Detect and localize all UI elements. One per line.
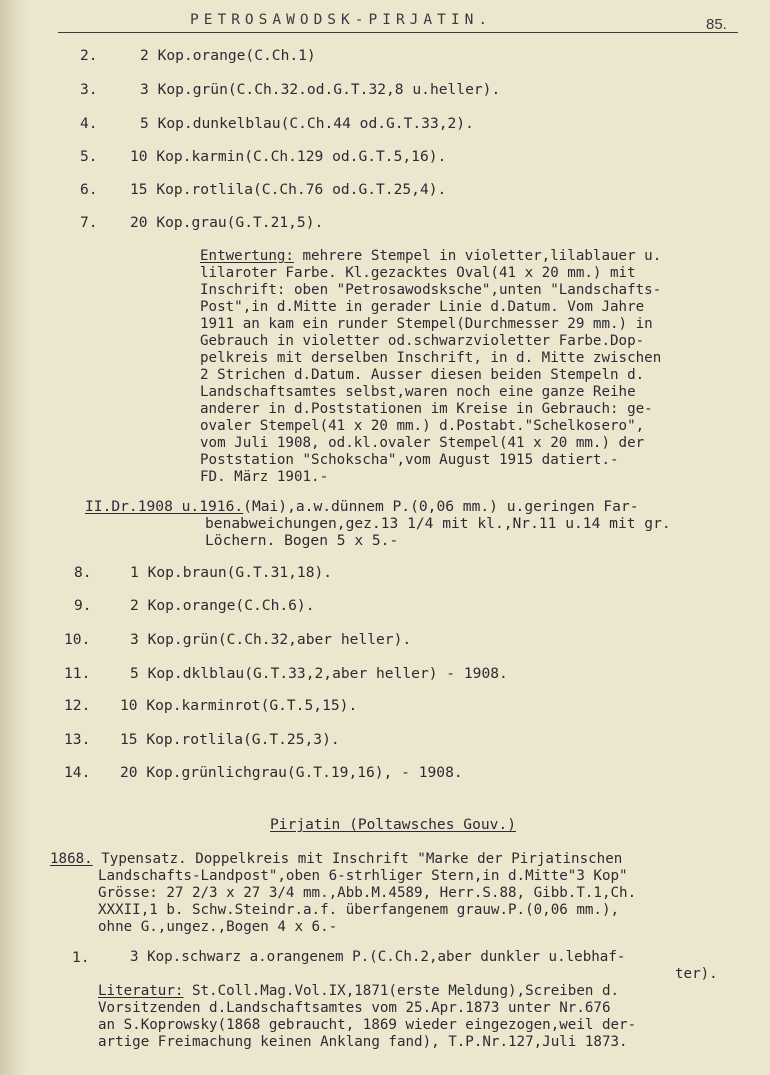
stamp-entry: 15 Kop.rotlila(G.T.25,3). bbox=[120, 731, 340, 748]
stamp-entry: 10 Kop.karminrot(G.T.5,15). bbox=[120, 697, 358, 714]
second-issue-label: II.Dr.1908 u.1916. bbox=[85, 498, 244, 515]
entwertung-line: Landschaftsamtes selbst,waren noch eine ganze Reihe bbox=[200, 384, 636, 400]
pirjatin-desc-line: Grösse: 27 2/3 x 27 3/4 mm.,Abb.M.4589, Herr.S.88, Gibb.T.1,Ch. bbox=[98, 885, 637, 901]
stamp-entry: 3 Kop.schwarz a.orangenem P.(C.Ch.2,aber dunkler u.lebhaf- bbox=[130, 949, 626, 965]
stamp-entry: 10 Kop.karmin(C.Ch.129 od.G.T.5,16). bbox=[130, 148, 447, 165]
stamp-entry: 5 Kop.dklblau(G.T.33,2,aber heller) - 1908. bbox=[130, 665, 508, 682]
page-edge-shadow bbox=[0, 0, 28, 1075]
stamp-number: 13. bbox=[64, 731, 91, 748]
stamp-number: 2. bbox=[80, 47, 98, 64]
running-head: PETROSAWODSK-PIRJATIN. bbox=[190, 12, 493, 28]
pirjatin-year-line bbox=[50, 851, 622, 868]
stamp-number: 6. bbox=[80, 181, 98, 198]
stamp-number: 9. bbox=[74, 597, 92, 614]
literatur-line: an S.Koprowsky(1868 gebraucht, 1869 wieder eingezogen,weil der- bbox=[98, 1017, 637, 1033]
entwertung-line: Gebrauch in violetter od.schwarzvioletter Farbe.Dop- bbox=[200, 333, 645, 349]
stamp-number: 5. bbox=[80, 148, 98, 165]
stamp-number: 12. bbox=[64, 697, 91, 714]
pirjatin-desc-line: Landschafts-Landpost",oben 6-strhliger Stern,in d.Mitte"3 Kop" bbox=[98, 868, 628, 884]
stamp-number: 11. bbox=[64, 665, 91, 682]
stamp-entry: 3 Kop.grün(C.Ch.32,aber heller). bbox=[130, 631, 412, 648]
section-heading-pirjatin: Pirjatin (Poltawsches Gouv.) bbox=[270, 816, 517, 833]
entwertung-line: vom Juli 1908, od.kl.ovaler Stempel(41 x 20 mm.) der bbox=[200, 435, 645, 451]
stamp-entry: 1 Kop.braun(G.T.31,18). bbox=[130, 564, 333, 581]
stamp-entry: 2 Kop.orange(C.Ch.6). bbox=[130, 597, 315, 614]
literatur-line: artige Freimachung keinen Anklang fand), T.P.Nr.127,Juli 1873. bbox=[98, 1034, 628, 1050]
stamp-entry-continuation: ter). bbox=[675, 966, 718, 982]
second-issue-line: Löchern. Bogen 5 x 5.- bbox=[205, 532, 399, 549]
entwertung-line: lilaroter Farbe. Kl.gezacktes Oval(41 x 20 mm.) mit bbox=[200, 265, 636, 281]
header-rule bbox=[58, 32, 738, 33]
entwertung-line: anderer in d.Poststationen im Kreise in Gebrauch: ge- bbox=[200, 401, 653, 417]
literatur-first-text: St.Coll.Mag.Vol.IX,1871(erste Meldung),Screiben d. bbox=[183, 983, 620, 999]
entwertung-first-text: mehrere Stempel in violetter,lilablauer u. bbox=[293, 248, 662, 264]
stamp-entry: 3 Kop.grün(C.Ch.32.od.G.T.32,8 u.heller). bbox=[140, 81, 501, 98]
stamp-number: 10. bbox=[64, 631, 91, 648]
literatur-label: Literatur: bbox=[98, 983, 184, 999]
second-issue-first-line bbox=[85, 498, 639, 515]
entwertung-line: FD. März 1901.- bbox=[200, 469, 329, 485]
pirjatin-year-label: 1868. bbox=[50, 851, 93, 867]
pirjatin-year-text: Typensatz. Doppelkreis mit Inschrift "Marke der Pirjatinschen bbox=[92, 851, 623, 867]
second-issue-first-text: (Mai),a.w.dünnem P.(0,06 mm.) u.geringen Far- bbox=[243, 498, 639, 515]
entwertung-line: Poststation "Schokscha",vom August 1915 datiert.- bbox=[200, 452, 619, 468]
entwertung-line: 2 Strichen d.Datum. Ausser diesen beiden Stempeln d. bbox=[200, 367, 645, 383]
stamp-number: 7. bbox=[80, 214, 98, 231]
entwertung-label: Entwertung: bbox=[200, 248, 294, 264]
stamp-number: 4. bbox=[80, 115, 98, 132]
entwertung-line: Inschrift: oben "Petrosawodsksche",unten "Landschafts- bbox=[200, 282, 662, 298]
pirjatin-desc-line: XXXII,1 b. Schw.Steindr.a.f. überfangenem grauw.P.(0,06 mm.), bbox=[98, 902, 620, 918]
stamp-entry: 20 Kop.grünlichgrau(G.T.19,16), - 1908. bbox=[120, 764, 463, 781]
stamp-entry: 2 Kop.orange(C.Ch.1) bbox=[140, 47, 316, 64]
second-issue-line: benabweichungen,gez.13 1/4 mit kl.,Nr.11 u.14 mit gr. bbox=[205, 515, 671, 532]
entwertung-first-line bbox=[200, 248, 661, 265]
stamp-number: 14. bbox=[64, 764, 91, 781]
stamp-entry: 5 Kop.dunkelblau(C.Ch.44 od.G.T.33,2). bbox=[140, 115, 474, 132]
entwertung-line: Post",in d.Mitte in gerader Linie d.Datum. Vom Jahre bbox=[200, 299, 645, 315]
stamp-entry: 15 Kop.rotlila(C.Ch.76 od.G.T.25,4). bbox=[130, 181, 447, 198]
stamp-number: 8. bbox=[74, 564, 92, 581]
entwertung-line: ovaler Stempel(41 x 20 mm.) d.Postabt."Schelkosero", bbox=[200, 418, 645, 434]
page-number: 85. bbox=[706, 16, 727, 33]
stamp-number: 1. bbox=[72, 949, 90, 966]
entwertung-line: 1911 an kam ein runder Stempel(Durchmesser 29 mm.) in bbox=[200, 316, 653, 332]
literatur-first-line bbox=[98, 983, 619, 1000]
stamp-entry: 20 Kop.grau(G.T.21,5). bbox=[130, 214, 324, 231]
entwertung-line: pelkreis mit derselben Inschrift, in d. Mitte zwischen bbox=[200, 350, 662, 366]
pirjatin-desc-line: ohne G.,ungez.,Bogen 4 x 6.- bbox=[98, 919, 338, 935]
literatur-line: Vorsitzenden d.Landschaftsamtes vom 25.Apr.1873 unter Nr.676 bbox=[98, 1000, 611, 1016]
stamp-number: 3. bbox=[80, 81, 98, 98]
